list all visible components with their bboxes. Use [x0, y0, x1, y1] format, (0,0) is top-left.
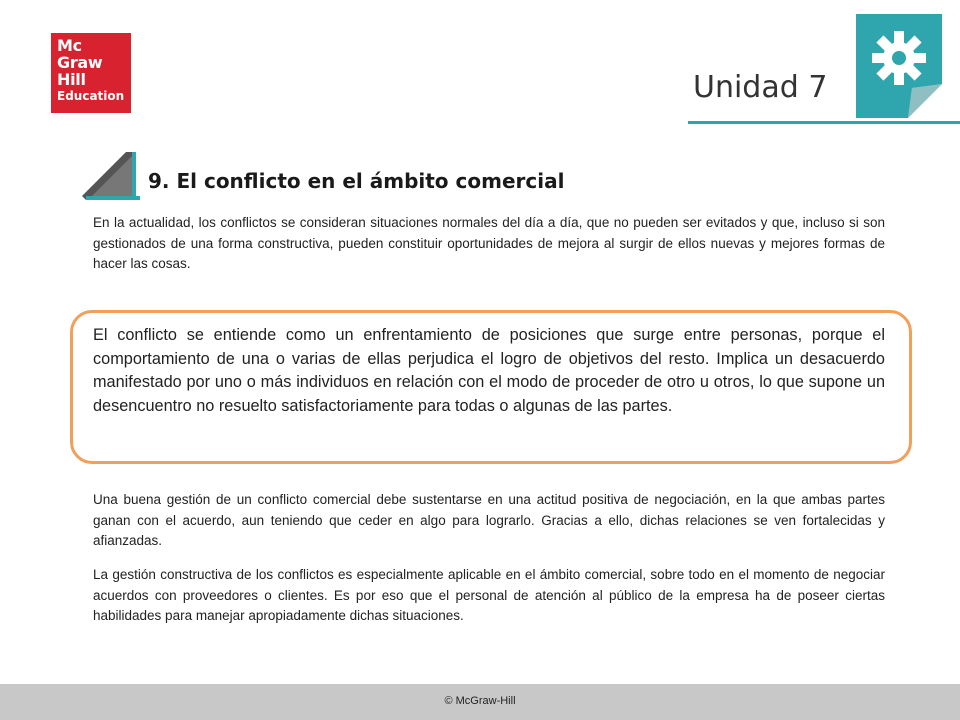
section-marker-icon [82, 152, 140, 200]
logo-line-3: Hill [57, 70, 86, 89]
publisher-logo [51, 33, 131, 113]
intro-paragraph: En la actualidad, los conflictos se consideran situaciones normales del día a día, que no pueden ser evitados y que, incluso si son gestionados de una forma constructiva, pueden constituir oportunidades de mejora al surgir de ellos nuevas y mejores formas de hacer las cosas. [93, 215, 885, 271]
logo-line-4: Education [57, 89, 125, 103]
unit-title: Unidad 7 [693, 70, 828, 105]
constructive-paragraph: La gestión constructiva de los conflictos es especialmente aplicable en el ámbito comercial, sobre todo en el momento de negociar acuerdos con proveedores o clientes. Es por eso que el personal de atención al público de la empresa ha de poseer ciertas habilidades para manejar apropiadamente dichas situaciones. [93, 567, 885, 623]
copyright-text: © McGraw-Hill [444, 695, 516, 707]
management-paragraph: Una buena gestión de un conflicto comercial debe sustentarse en una actitud positiva de negociación, en la que ambas partes ganan con el acuerdo, aun teniendo que ceder en algo para lograrlo. Gracias a ello, dichas relaciones se ven fortalecidas y afianzadas. [93, 492, 885, 548]
footer-bar [0, 684, 960, 720]
definition-text: El conflicto se entiende como un enfrentamiento de posiciones que surge entre personas, porque el comportamiento de una o varias de ellas perjudica el logro de objetivos del resto. Implica un desacuerdo manifestado por uno o más individuos en relación con el modo de proceder de otro u otros, lo que supone un desencuentro no resuelto satisfactoriamente para todas o algunas de las partes. [93, 326, 885, 415]
gear-icon [856, 14, 942, 118]
section-title: 9. El conflicto en el ámbito comercial [148, 169, 565, 193]
unit-title-underline [688, 121, 960, 124]
logo-line-2: Graw [57, 53, 103, 72]
logo-line-1: Mc [57, 36, 82, 55]
